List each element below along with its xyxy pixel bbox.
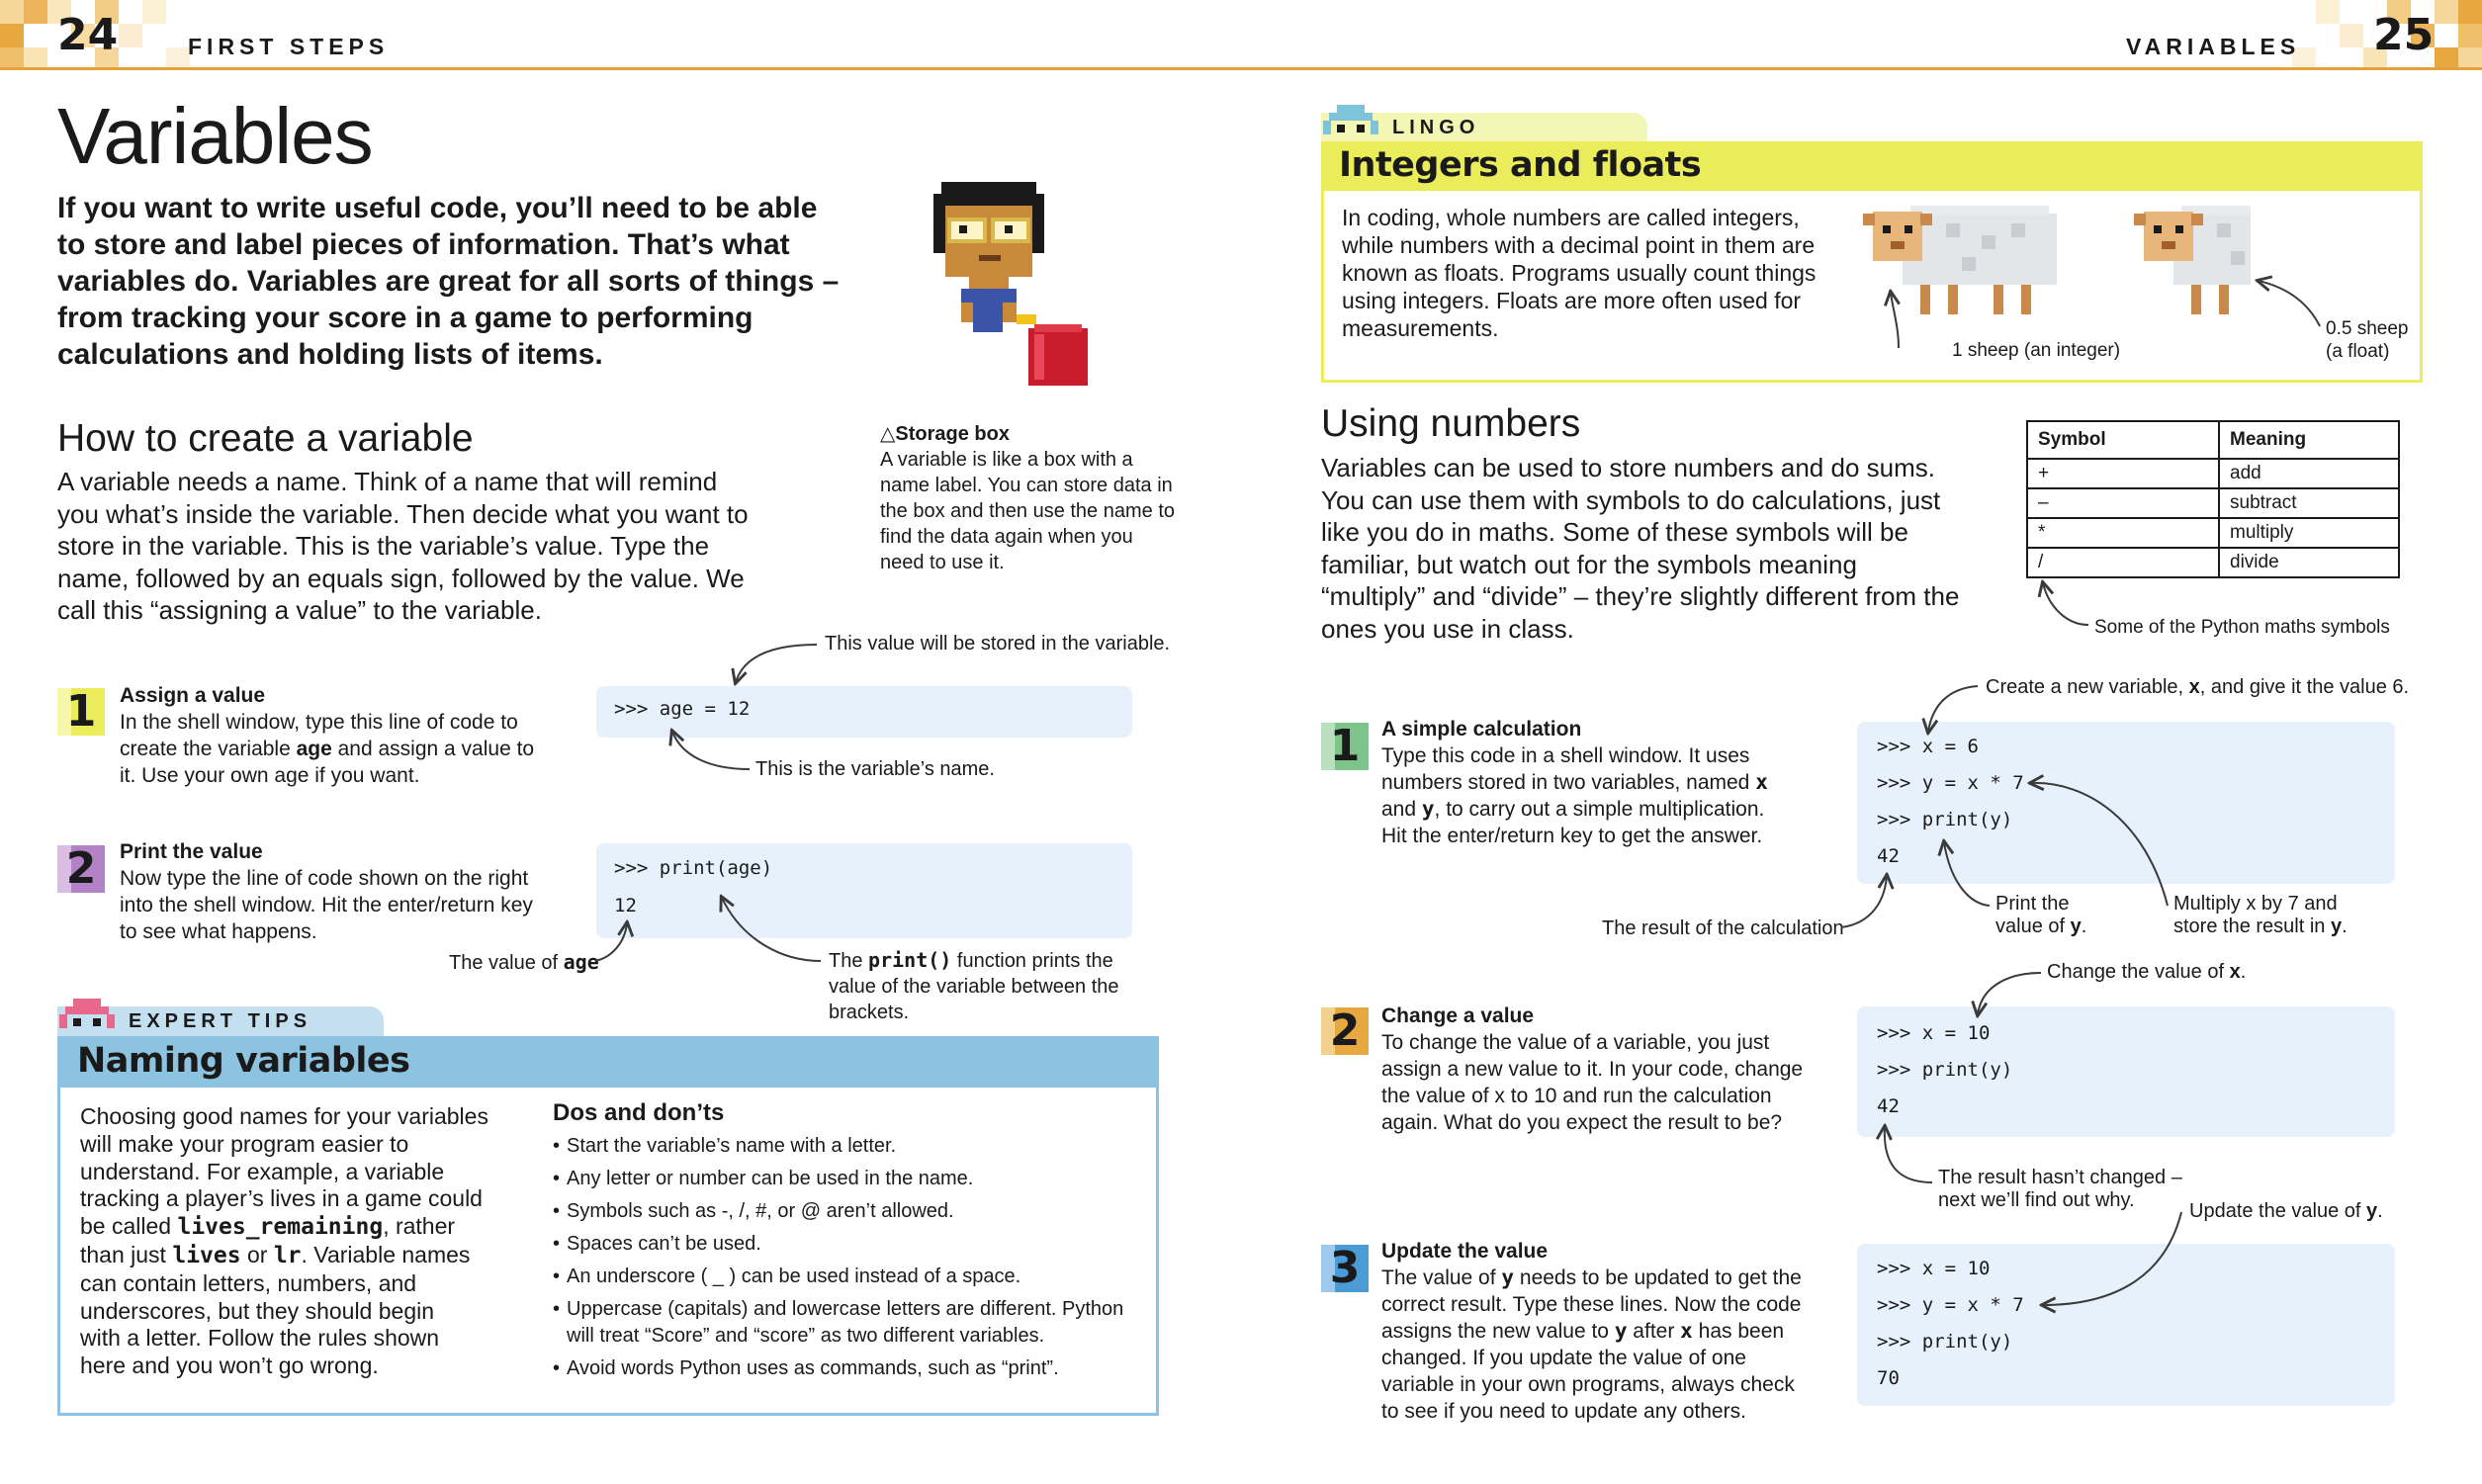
step-1-title: Assign a value — [120, 684, 266, 707]
calc-3-code-block — [1857, 1244, 2395, 1406]
step-2-code-block — [596, 843, 1132, 938]
calc-2-badge: 2 — [1321, 1007, 1369, 1055]
note-result: The result of the calculation — [1602, 917, 1844, 939]
storage-box-text: A variable is like a box with a name label. You can store data in the box and then use the name to find the data again when you need to use it. — [880, 449, 1175, 573]
create-heading: How to create a variable — [57, 417, 474, 460]
intro-text: If you want to write useful code, you’ll need to be able to store and label pieces of information. That’s what variables do. Variables are great for all sorts of things – from tracking your score in a game to performing calculations and holding lists of items. — [57, 192, 840, 371]
note-multiply: Multiply x by 7 and store the result in y. — [2173, 893, 2348, 937]
left-page-number: 24 — [57, 10, 119, 60]
step-2-title: Print the value — [120, 840, 263, 863]
expert-tips-tab — [57, 1006, 384, 1036]
calc-3-title: Update the value — [1381, 1240, 1549, 1263]
storage-box-title: Storage box — [895, 423, 1010, 445]
note-stored: This value will be stored in the variable. — [825, 633, 1171, 655]
calc-1-title: A simple calculation — [1381, 718, 1582, 741]
table-header-row: Symbol Meaning — [2027, 421, 2399, 459]
list-item: • Avoid words Python uses as commands, such as “print”. — [553, 1355, 1136, 1382]
step-2-text: Now type the line of code shown on the right into the shell window. Hit the enter/return key to see what happens. — [120, 867, 533, 943]
note-value-of-age: The value of age — [449, 950, 599, 974]
right-page-number: 25 — [2373, 10, 2435, 60]
code-line: 42 — [1877, 1095, 1900, 1117]
calc-3-text: The value of y needs to be updated to get the correct result. Type these lines. Now the code assigns the new value to y after x has been changed. If you update the value of one variable in your own programs, always check to see if you need to update any others. — [1381, 1266, 1802, 1423]
calc-1-badge: 1 — [1321, 723, 1369, 770]
caption-integer: 1 sheep (an integer) — [1952, 340, 2121, 361]
code-line: >>> y = x * 7 — [1877, 1294, 2024, 1316]
table-row: – subtract — [2027, 488, 2399, 518]
lingo-title-bar — [1321, 141, 2423, 191]
code-line: >>> x = 10 — [1877, 1258, 1991, 1279]
step-1-badge: 1 — [57, 688, 105, 736]
pixel-character-illustration — [928, 180, 1096, 393]
right-running-head: VARIABLES — [2126, 34, 2301, 59]
triangle-icon: △ — [880, 423, 896, 445]
pixel-person-with-box-icon — [928, 180, 1096, 393]
note-create-x: Create a new variable, x, and give it the value 6. — [1986, 676, 2410, 698]
storage-box-caption — [880, 421, 1177, 575]
code-line: 70 — [1877, 1367, 1900, 1389]
calc-3-badge: 3 — [1321, 1245, 1369, 1292]
note-print-y: Print the value of y. — [1995, 893, 2087, 937]
table-row: + add — [2027, 459, 2399, 488]
code-line: 42 — [1877, 845, 1900, 867]
calc-2-code-block — [1857, 1006, 2395, 1137]
step-1-text: In the shell window, type this line of code to create the variable age and assign a value to it. Use your own age if you want. — [120, 711, 535, 787]
note-print-function: The print() function prints the value of the variable between the brackets. — [829, 948, 1119, 1023]
page-header — [0, 0, 2482, 69]
lingo-tab — [1321, 113, 1647, 142]
list-item: • Spaces can’t be used. — [553, 1231, 1136, 1258]
lingo-label: LINGO — [1392, 117, 1480, 138]
arrow-stored — [736, 645, 817, 682]
list-item: • Symbols such as -, /, #, or @ aren’t allowed. — [553, 1198, 1136, 1225]
note-change-x: Change the value of x. — [2047, 961, 2247, 983]
code-line: >>> x = 10 — [1877, 1022, 1991, 1044]
expert-tips-box — [57, 1086, 1159, 1416]
list-item: • An underscore ( _ ) can be used instead of a space. — [553, 1264, 1136, 1290]
table-caption: Some of the Python maths symbols — [2094, 617, 2390, 638]
expert-title-bar — [57, 1036, 1159, 1088]
code-line: >>> age = 12 — [614, 698, 751, 720]
numbers-body: Variables can be used to store numbers and do sums. You can use them with symbols to do calculations, just like you do in maths. Some of these symbols will be familiar, but watch out for the symbols meaning “multiply” and “divide” – they’re slightly different from the ones you use in class. — [1321, 453, 1960, 644]
list-item: • Start the variable’s name with a letter. — [553, 1133, 1136, 1160]
code-line: >>> print(y) — [1877, 1331, 2013, 1353]
dos-list — [553, 1133, 1136, 1388]
code-line: >>> y = x * 7 — [1877, 772, 2024, 794]
table-row: * multiply — [2027, 518, 2399, 548]
expert-paragraph: Choosing good names for your variables will make your program easier to understand. For example, a variable tracking a player’s lives in a game could be called lives_remaining, rather than just lives or lr. Variable names can contain letters, numbers, and underscores, but they should begin with a letter. Follow the rules shown here and you won’t go wrong. — [80, 1103, 488, 1379]
calc-2-text: To change the value of a variable, you just assign a new value to it. In your code, change the value of x to 10 and run the calculation again. What do you expect the result to be? — [1381, 1031, 1804, 1134]
whole-sheep-icon — [1863, 200, 2061, 318]
numbers-heading: Using numbers — [1321, 402, 1581, 445]
dos-title: Dos and don’ts — [553, 1099, 725, 1126]
list-item: • Uppercase (capitals) and lowercase letters are different. Python will treat “Score” and “score” as two different variables. — [553, 1296, 1136, 1350]
step-2-badge: 2 — [57, 845, 105, 893]
expert-tips-label: EXPERT TIPS — [129, 1010, 312, 1032]
list-item: • Any letter or number can be used in the name. — [553, 1166, 1136, 1192]
caption-float: 0.5 sheep (a float) — [2326, 318, 2409, 362]
left-running-head: FIRST STEPS — [188, 34, 390, 59]
lingo-pixel-icon — [1323, 105, 1378, 134]
code-line: >>> print(age) — [614, 857, 773, 879]
lingo-text: In coding, whole numbers are called integers, while numbers with a decimal point in them are known as floats. Programs usually count things using integers. Floats are more often used for measurements. — [1342, 205, 1817, 341]
code-line: 12 — [614, 895, 637, 917]
code-line: >>> print(y) — [1877, 1059, 2013, 1081]
expert-pixel-icon — [59, 999, 115, 1028]
lingo-title: Integers and floats — [1339, 145, 1702, 185]
note-unchanged: The result hasn’t changed – next we’ll find out why. — [1938, 1167, 2182, 1211]
code-line: >>> print(y) — [1877, 809, 2013, 830]
calc-1-text: Type this code in a shell window. It uses numbers stored in two variables, named x and y, to carry out a simple multiplication. Hit the enter/return key to get the answer. — [1381, 744, 1768, 847]
create-body: A variable needs a name. Think of a name that will remind you what’s inside the variable. Then decide what you want to store in the variable. This is the variable’s value. Type the name, followed by an equals sign, followed by the value. We call this “assigning a value” to the variable. — [57, 467, 749, 625]
expert-title: Naming variables — [77, 1041, 410, 1081]
calc-2-title: Change a value — [1381, 1004, 1535, 1027]
arrow-table — [2043, 583, 2088, 625]
step-1-code-block — [596, 686, 1132, 738]
page-title: Variables — [57, 92, 373, 180]
note-variable-name: This is the variable’s name. — [755, 758, 995, 780]
code-line: >>> x = 6 — [1877, 736, 1979, 757]
note-update-y: Update the value of y. — [2189, 1200, 2383, 1222]
header-rule — [0, 67, 2482, 70]
calc-1-code-block — [1857, 722, 2395, 884]
half-sheep-icon — [2134, 200, 2253, 318]
table-row: / divide — [2027, 548, 2399, 577]
symbols-table — [2026, 420, 2400, 578]
